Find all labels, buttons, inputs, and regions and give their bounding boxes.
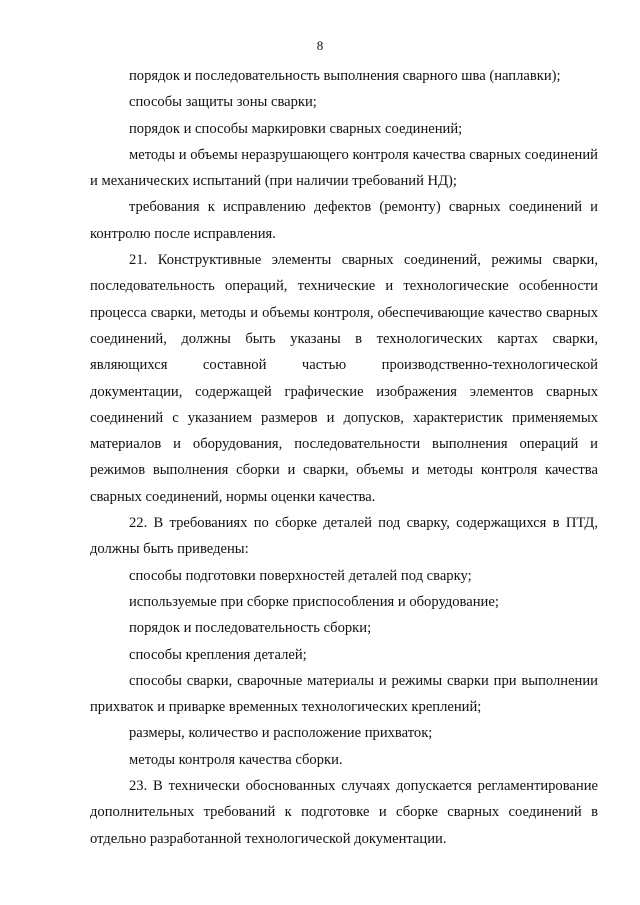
list-item-protection: способы защиты зоны сварки; (129, 94, 317, 111)
list-item-assembly-order: порядок и последовательность сборки; (129, 620, 372, 637)
list-item-fixtures: используемые при сборке приспособления и оборудование; (129, 593, 499, 610)
list-item-assembly-control: методы контроля качества сборки. (129, 751, 343, 768)
list-item-tack-layout: размеры, количество и расположение прихваток; (129, 725, 433, 742)
list-item-weld-order: порядок и последовательность выполнения сварного шва (наплавки); (129, 68, 561, 84)
list-item-marking: порядок и способы маркировки сварных соединений; (129, 120, 463, 137)
clause-22: 22. В требованиях по сборке деталей под сварку, содержащихся в ПТД, должны быть приведены: (90, 515, 598, 558)
list-item-ndt: методы и объемы неразрушающего контроля качества сварных соединений и механических испытаний (при наличии требований НД); (90, 146, 598, 190)
list-item-repair: требования к исправлению дефектов (ремонту) сварных соединений и контролю после исправления. (90, 199, 598, 242)
clause-23: 23. В технически обоснованных случаях допускается регламентирование дополнительных требований к подготовке и сборке сварных соединений в отдельно разработанной технологической документации. (90, 778, 598, 847)
document-body (90, 63, 598, 852)
list-item-surface-prep: способы подготовки поверхностей деталей под сварку; (129, 567, 472, 584)
clause-21: 21. Конструктивные элементы сварных соединений, режимы сварки, последовательность операций, технические и технологические особенности процесса сварки, методы и объемы контроля, обеспечивающие качество сварных соединений, должны быть указаны в технологических картах сварки, являющихся составной частью производственно-технологической документации, содержащей графические изображения элементов сварных соединений с указанием размеров и допусков, характеристик применяемых материалов и оборудования, последовательности выполнения операций и режимов выполнения сборки и сварки, объемы и методы контроля качества сварных соединений, нормы оценки качества. (90, 252, 598, 505)
list-item-fastening: способы крепления деталей; (129, 646, 307, 663)
page-number: 8 (316, 38, 324, 53)
list-item-tack-welding: способы сварки, сварочные материалы и режимы сварки при выполнении прихваток и приварке временных технологических креплений; (90, 672, 598, 716)
